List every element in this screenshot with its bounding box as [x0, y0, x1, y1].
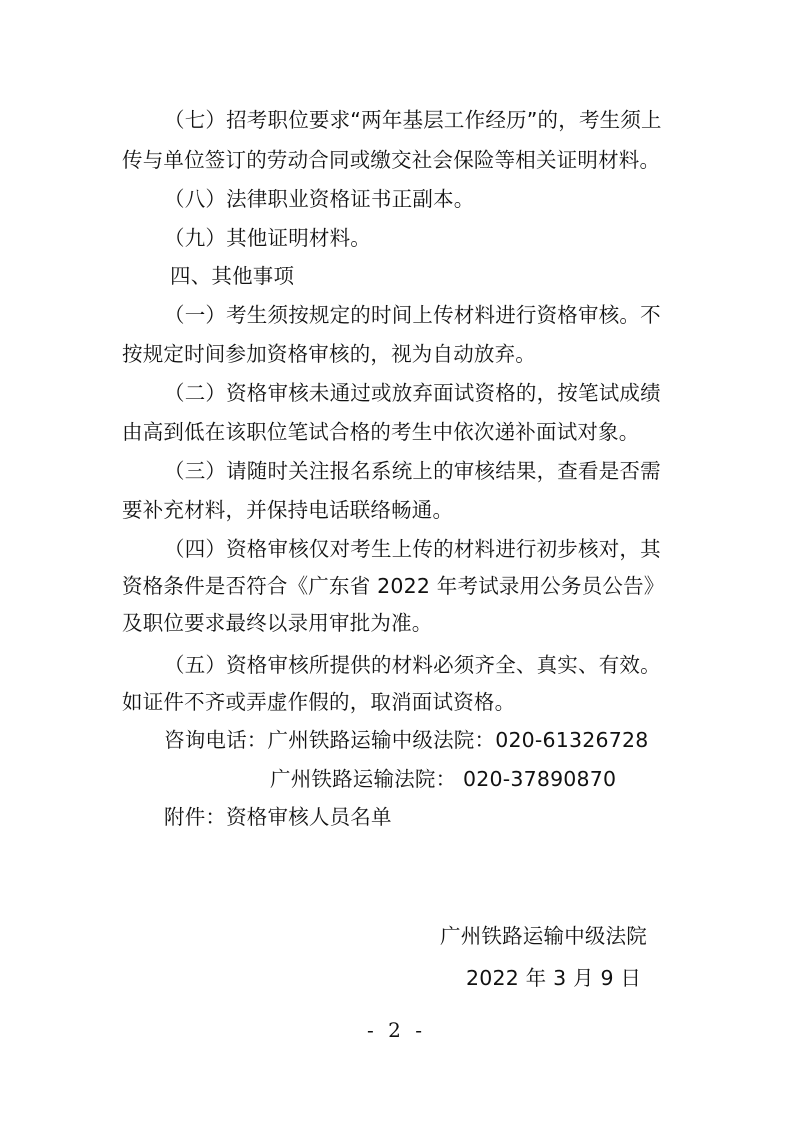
paragraph-8: （八）法律职业资格证书正副本。 — [164, 187, 475, 211]
section-4-heading: 四、其他事项 — [170, 264, 295, 288]
section-4-item-2-line-2: 由高到低在该职位笔试合格的考生中依次递补面试对象。 — [122, 420, 640, 444]
section-4-item-5-line-1: （五）资格审核所提供的材料必须齐全、真实、有效。 — [164, 653, 661, 677]
section-4-item-4-line-1: （四）资格审核仅对考生上传的材料进行初步核对，其 — [164, 537, 661, 561]
section-4-item-4-line-3: 及职位要求最终以录用审批为准。 — [122, 611, 433, 635]
section-4-item-1-line-1: （一）考生须按规定的时间上传材料进行资格审核。不 — [164, 303, 661, 327]
attachment-note: 附件：资格审核人员名单 — [164, 805, 392, 829]
section-4-item-1-line-2: 按规定时间参加资格审核的，视为自动放弃。 — [122, 342, 536, 366]
signature-organization: 广州铁路运输中级法院 — [440, 924, 647, 948]
paragraph-9: （九）其他证明材料。 — [164, 226, 371, 250]
section-4-item-2-line-1: （二）资格审核未通过或放弃面试资格的，按笔试成绩 — [164, 381, 661, 405]
contact-phone-line-1: 咨询电话：广州铁路运输中级法院：020-61326728 — [164, 728, 649, 752]
section-4-item-4-line-2: 资格条件是否符合《广东省 2022 年考试录用公务员公告》 — [122, 574, 665, 598]
paragraph-7-line-1: （七）招考职位要求“两年基层工作经历”的，考生须上 — [164, 108, 662, 132]
section-4-item-3-line-2: 要补充材料，并保持电话联络畅通。 — [122, 498, 454, 522]
signature-date: 2022 年 3 月 9 日 — [466, 966, 642, 990]
contact-phone-line-2: 广州铁路运输法院： 020-37890870 — [270, 767, 617, 791]
paragraph-7-line-2: 传与单位签订的劳动合同或缴交社会保险等相关证明材料。 — [122, 148, 661, 172]
section-4-item-5-line-2: 如证件不齐或弄虚作假的，取消面试资格。 — [122, 690, 516, 714]
section-4-item-3-line-1: （三）请随时关注报名系统上的审核结果，查看是否需 — [164, 459, 661, 483]
page-number: - 2 - — [367, 1018, 426, 1042]
